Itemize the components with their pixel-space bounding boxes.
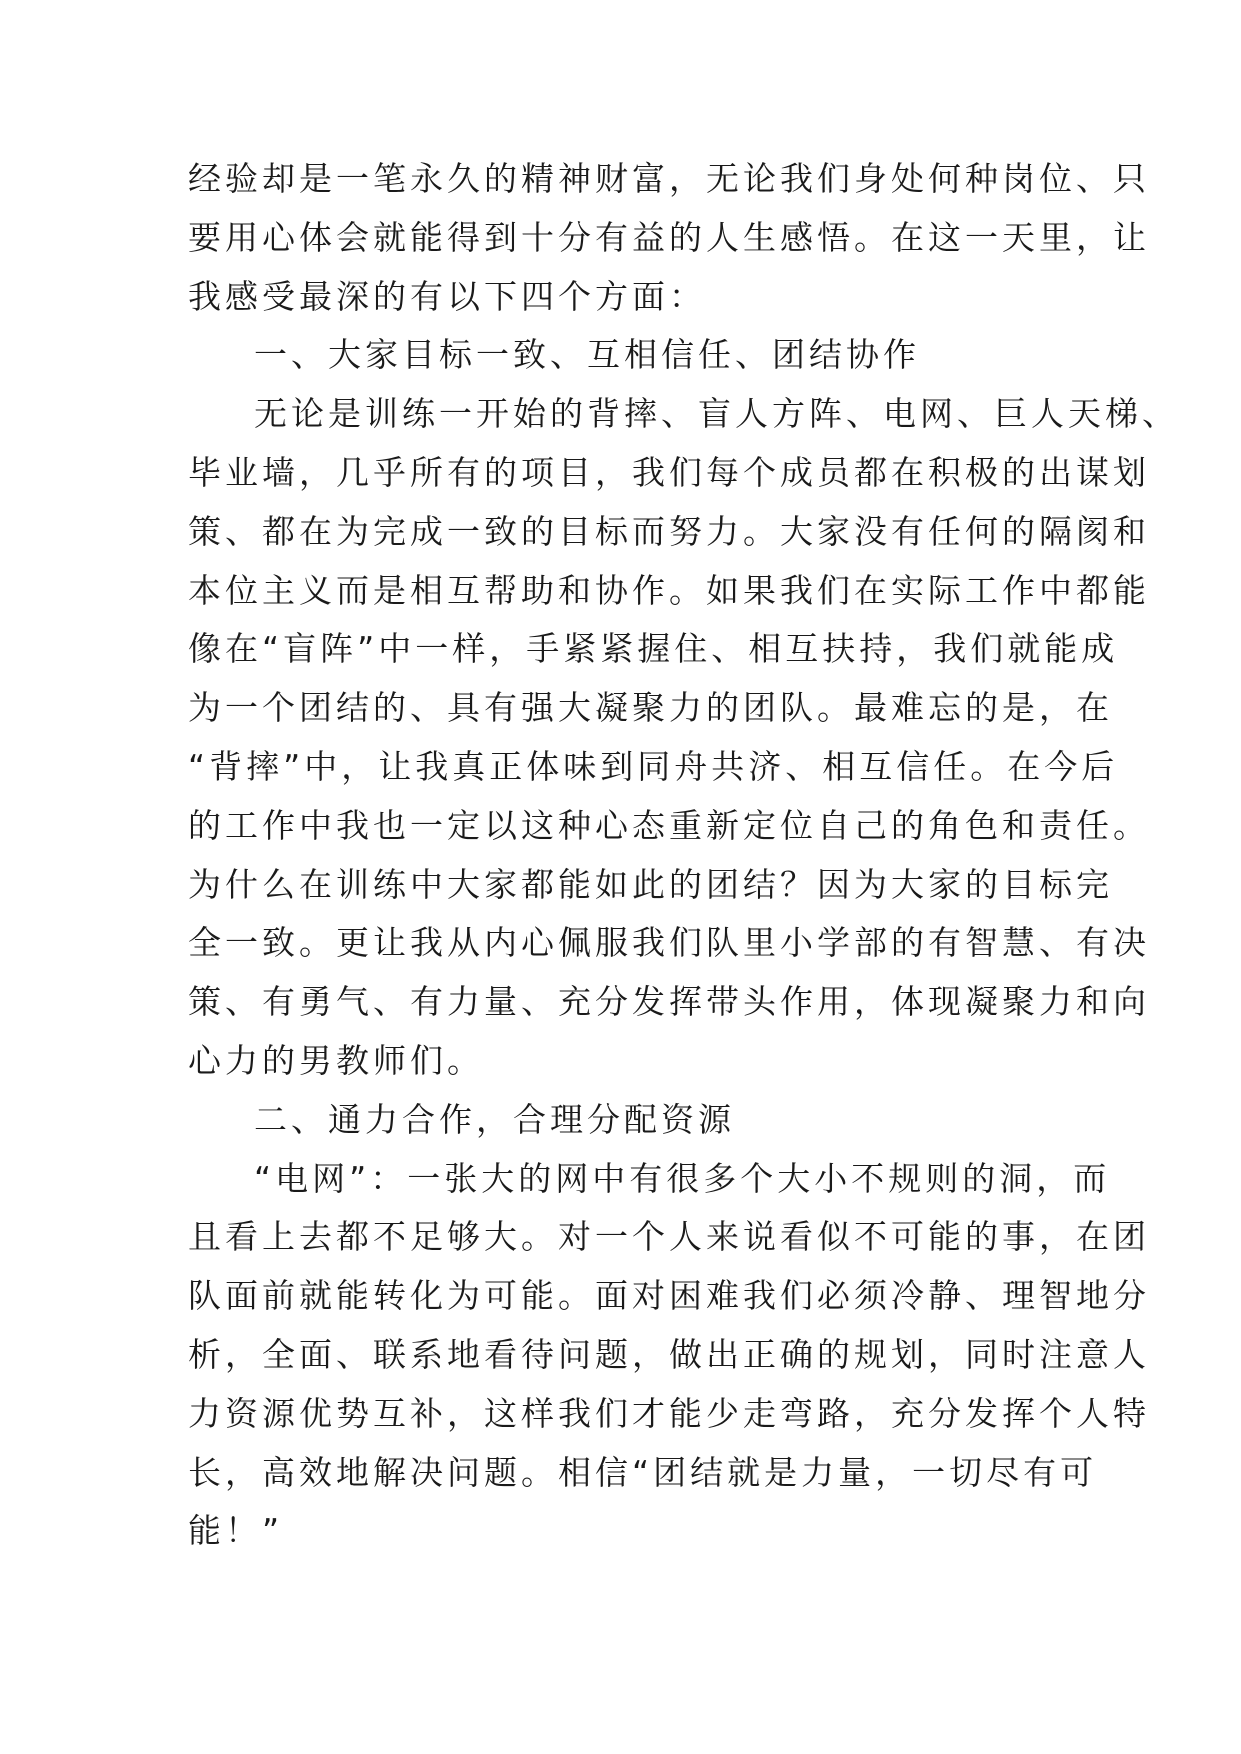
text-line: 力资源优势互补，这样我们才能少走弯路，充分发挥个人特 — [188, 1393, 1150, 1433]
text-line: 且看上去都不足够大。对一个人来说看似不可能的事，在团 — [188, 1217, 1150, 1257]
text-line: “背摔”中，让我真正体味到同舟共济、相互信任。在今后 — [188, 746, 1119, 786]
text-line: 析，全面、联系地看待问题，做出正确的规划，同时注意人 — [188, 1334, 1150, 1374]
text-line: 经验却是一笔永久的精神财富，无论我们身处何种岗位、只 — [188, 159, 1150, 198]
section-heading-1: 一、大家目标一致、互相信任、团结协作 — [254, 335, 920, 375]
text-line: 的工作中我也一定以这种心态重新定位自己的角色和责任。 — [188, 805, 1150, 845]
text-line: 为一个团结的、具有强大凝聚力的团队。最难忘的是，在 — [188, 688, 1113, 728]
text-line: 为什么在训练中大家都能如此的团结？因为大家的目标完 — [188, 864, 1113, 904]
text-line: 策、都在为完成一致的目标而努力。大家没有任何的隔阂和 — [188, 511, 1150, 551]
text-line: 本位主义而是相互帮助和协作。如果我们在实际工作中都能 — [188, 570, 1150, 610]
text-line: 像在“盲阵”中一样，手紧紧握住、相互扶持，我们就能成 — [188, 629, 1119, 669]
document-body — [188, 150, 1179, 1561]
text-line: 队面前就能转化为可能。面对困难我们必须冷静、理智地分 — [188, 1276, 1150, 1316]
text-line: “电网”：一张大的网中有很多个大小不规则的洞，而 — [254, 1158, 1111, 1198]
text-line: 我感受最深的有以下四个方面： — [188, 276, 706, 316]
text-line: 长，高效地解决问题。相信“团结就是力量，一切尽有可 — [188, 1452, 1098, 1492]
text-line: 全一致。更让我从内心佩服我们队里小学部的有智慧、有决 — [188, 923, 1150, 963]
text-line: 无论是训练一开始的背摔、盲人方阵、电网、巨人天梯、 — [254, 394, 1179, 434]
text-line: 心力的男教师们。 — [188, 1040, 484, 1080]
section-heading-2: 二、通力合作，合理分配资源 — [254, 1099, 735, 1139]
text-line: 毕业墙，几乎所有的项目，我们每个成员都在积极的出谋划 — [188, 452, 1150, 492]
text-line: 要用心体会就能得到十分有益的人生感悟。在这一天里，让 — [188, 217, 1150, 257]
text-line: 能！” — [188, 1511, 284, 1551]
text-line: 策、有勇气、有力量、充分发挥带头作用，体现凝聚力和向 — [188, 982, 1150, 1022]
